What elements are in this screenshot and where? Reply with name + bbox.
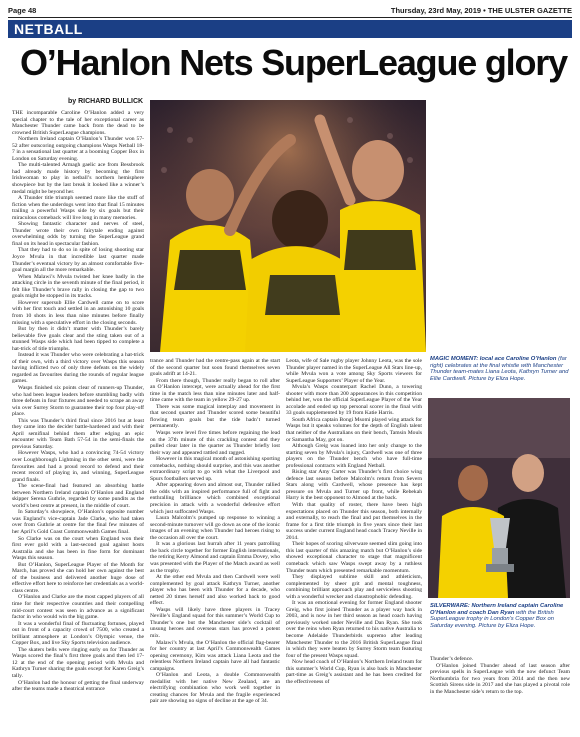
trophy-photo — [428, 398, 570, 598]
paragraph: So Clarke was on the court when England won their first ever gold with a last-second goal against hosts Australia and she has been in fine form for dominant Wasps this season. — [12, 535, 144, 562]
article-column-1 — [12, 110, 144, 726]
paragraph: When Malawi’s Mvula twisted her knee badly in the attacking circle in the seventh minute of the final period, it felt like Thunder’s brave rally in closing the gap to two goals might be stopped in its tracks. — [12, 273, 144, 300]
paragraph: From there though, Thunder really began to roll after an O’Hanlon intercept, were actually ahead for the first time in the match less than nine minutes later and half-time came with the team in yellow 29-27 up. — [150, 377, 280, 404]
paragraph: Showing fantastic character and nerves of steel, Thunder wrote their own fairytale ending against overwhelming odds by turning the SuperLeague grand final on its head in spectacular fashion. — [12, 221, 144, 247]
paragraph: However in this magical month of astonishing sporting comebacks, nothing should surprise, and this was another extraordinary script to go with what the Liverpool and Spurs footballers served up. — [150, 456, 280, 482]
page-number: Page 48 — [8, 5, 37, 15]
paragraph: Laura Malcolm’s pumped up response to winning a second-minute turnover will go down as one of the iconic images of an evening when Thunder had heroes rising to the occasion all over the court. — [150, 515, 280, 541]
trophy-photo-graphic — [428, 398, 570, 598]
paragraph: The skaters bells were ringing early on for Thunder as Wasps scored the final’s first three goals and then led 17-12 at the end of the opening period with Mvula and Kathryn Turner sharing the goals except for Karen Greig’s tally. — [12, 646, 144, 680]
headline: O’Hanlon Nets SuperLeague glory — [20, 42, 567, 83]
paragraph: It was a wonderful final of fluctuating fortunes, played out in front of a capacity crowd of 7500, who created a brilliant atmosphere at London’s Olympic venue, the Copper Box, and live Sky Sports television audience. — [12, 620, 144, 647]
paragraph: After appearing down and almost out, Thunder rallied the odds with an inspired performance full of fight and enthralling brilliance which combined exceptional precision in attack with a wonderful defensive effort which just suffocated Wasps. — [150, 482, 280, 515]
byline: by RICHARD BULLICK — [68, 98, 144, 105]
paragraph: Wasps were level five times before regaining the lead on the 37th minute of this crackling contest and they pulled clear later in the quarter as Thunder briefly lost their way and appeared rattled and ragged. — [150, 430, 280, 456]
paragraph: O’Hanlon joined Thunder ahead of last season after previous spells in SuperLeague with the now defunct Team Northumbria for two years from 2014 and the then new Scottish Sirens side in 2017 and she has played a pivotal role in the Manchester side’s return to the top. — [430, 662, 570, 695]
paragraph: A Thunder title triumph seemed more like the stuff of fiction when the underdogs went into that final 15 minutes trailing a powerful Wasps side by six goals but their miraculous comeback will live long in many memories. — [12, 195, 144, 221]
paragraph: This was Thunder’s third final since 2016 but at least they came into the decider battle-hardened and with their April semifinal behind them after edging an epic encounter with Team Bath 57-54 in the semi-finals the previous Saturday. — [12, 417, 144, 450]
paragraph: With that quality of roster, there have been high expectations placed on Thunder this season, both internally and externally, to reach the final and put themselves in the frame for a first title triumph in five years since their last success under current England head coach Tracey Neville in 2014. — [286, 502, 422, 541]
paragraph: However Wasps, who had a convincing 74-54 victory over Loughborough Lightning in the other semi, were the favourites and had a proud record to defend and their recent record of playing in, and winning, SuperLeague grand finals. — [12, 450, 144, 483]
paragraph: South Africa captain Bongi Msomi played wing attack for Wasps but it speaks volumes for the depth of English talent that neither of the Australians on their bench, Tamsin Mouls or Samantha May, got on. — [286, 416, 422, 443]
section-label: NETBALL — [14, 21, 83, 37]
article-column-4 — [430, 656, 570, 728]
paragraph: Thunder’s defence. — [430, 656, 474, 662]
photo-caption-1 — [430, 356, 570, 382]
paragraph: In Saturday’s showpiece, O’Hanlon’s opposite number was England’s vice-captain Jade Clarke, who had taken over from Guthrie at centre for the final few minutes of her April’s Gold Coast Commonwealth Games final. — [12, 509, 144, 535]
paragraph: Although Greig was loaned into her only change to the starting seven by Mvula’s injury, Cardwell was one of three players on the Thunder bench who have full-time professional contracts with England Netball. — [286, 443, 422, 469]
paragraph: But O’Hanlon, SuperLeague Player of the Month for March, has proved she can hold her own against the best of the business and delivered another huge dose of effective effort here to reinforce her credentials as a world-class centre. — [12, 561, 144, 594]
caption-2-lead: SILVERWARE: Northern Ireland captain Caroline O’Hanlon and coach Dan Ryan — [430, 603, 564, 616]
paragraph: Northern Ireland captain O’Hanlon’s Thunder won 57-52 after outscoring outgoing champions Wasps Netball 18-7 in a sensational last quarter at a booming Copper Box in London on Saturday evening. — [12, 136, 144, 162]
paragraph: It was a glorious last hurrah after 11 years patrolling the back circle together for former English internationals, the retiring Kerry Almond and captain Emma Dovey, who was presented with the Player of the Match award as well as the trophy. — [150, 541, 280, 574]
caption-1-text: (far right) celebrates at the final whistle with Manchester Thunder team-mates Liana Leota, Kathryn Turner and Ellie Cardwell. Picture by Eliza Hope. — [430, 356, 569, 382]
paragraph: trance and Thunder had the centre-pass again at the start of the second quarter but soon found themselves seven goals adrift at 14-21. — [150, 358, 280, 378]
paragraph: However supersub Ellie Cardwell came on to score with her first touch and settled in an astonishing 10 goals from 10 shots in less than nine minutes before finally missing with a speculative effort in the closing seconds. — [12, 299, 144, 326]
paragraph: O’Hanlon and Leota, a double Commonwealth medallist with her native New Zealand, are an electrifying combination who work well together in creating chances for Mvula and the fragile experienced pair are showing no signs of decline at the age of 34. — [150, 672, 280, 705]
paragraph: The multi-talented Armagh gaelic ace from Bessbrook had already made history by becoming the first Irishwoman to play in netball’s northern hemisphere showpiece but by the last break it looked like a winner’s medal might be beyond her. — [12, 162, 144, 195]
paragraph: But by then it didn’t matter with Thunder’s barely believable five goals clear and the sting taken out of a stunned Wasps side which had been tipped to complete a hat-trick of title triumphs. — [12, 326, 144, 352]
celebration-photo-graphic — [150, 100, 426, 352]
header-rule — [8, 17, 572, 18]
paragraph: O’Hanlon had the honour of getting the final underway after the teams made a theatrical entrance — [12, 679, 144, 693]
paragraph: At the other end Mvula and then Cardwell were well complemented by goal attack Kathryn Turner, another player who has been with Thunder for a decade, who netted 20 times herself and also worked back to good effect. — [150, 574, 280, 607]
article-column-2 — [150, 358, 280, 726]
dateline: Thursday, 23rd May, 2019 • THE ULSTER GAZETTE — [390, 5, 572, 15]
paragraph: Leota, wife of Sale rugby player Johnny Leota, was the sole Thunder player named in the SuperLeague All Stars line-up, while Mvula won a vote among Sky Sports viewers for SuperLeague Supporters’ Player of the Year. — [286, 358, 422, 384]
article-column-3 — [286, 358, 422, 726]
paragraph: THE incomparable Caroline O’Hanlon added a very special chapter to the tale of her exceptional career as Manchester Thunder came back from the dead to be crowned British SuperLeague champions. — [12, 110, 144, 136]
caption-1-lead: MAGIC MOMENT: local ace Caroline O’Hanlon — [430, 356, 557, 362]
paragraph: Wasps finished six points clear of runners-up Thunder, who had been league leaders before stumbling badly with three defeats in four fixtures and needed to scrape an away win over Surrey Storm to guarantee their top four play-off place. — [12, 384, 144, 418]
paragraph: It was an emotional evening for former England shooter Greig, who first joined Thunder as a player way back in 2003, and is now in her third season as head coach having previously worked under Neville and Dan Ryan. She took over the reins when Ryan returned to his native Australia to become Adelaide Thunderbirds supremo after leading Manchester Thunder to the 2016 British SuperLeague final in which they were beaten by Surrey Storm team featuring four of the present Wasps squad. — [286, 600, 422, 659]
paragraph: Wasps will likely have three players in Tracey Neville’s England squad for this summer’s World Cup to Thunder’s one but the Manchester side’s cocktail of unsung heroes and overseas stars has proved a potent mix. — [150, 606, 280, 639]
paragraph: They displayed sublime skill and athleticism, complemented by sheer grit and mental toughness, combining brilliant approach play and serviceless shooting with a wonderful wrecker and claustrophobic defending. — [286, 574, 422, 600]
section-band — [8, 20, 572, 38]
paragraph: There was some magical interplay and movement in that second quarter and Thunder scored some beautiful flowing team goals but the tide hadn’t turned permanently. — [150, 403, 280, 430]
paragraph: That they had to do so in spite of losing shooting star Joyce Mvula in that incredible last quarter made Thunder’s eventual victory by an almost comfortable five-goal margin all the more remarkable. — [12, 247, 144, 274]
paragraph: The scene-final had featured an absorbing battle between Northern Ireland captain O’Hanlon and England skipper Serena Guthrie, regarded by some pundits as the world’s best centre at present, in the middle of court. — [12, 483, 144, 509]
paragraph: Instead it was Thunder who were celebrating a hat-trick of their own, with a third victory over Wasps this season having inflicted two of only three defeats on the widely regarded as favourites during the rounds of regular league games. — [12, 352, 144, 385]
paragraph: Mvula’s Wasps counterpart Rachel Dunn, a towering shooter with more than 200 appearances in this competition behind her, won the official SuperLeague Player of the Year accolade and ended up top personal scorer in the final with 33 goals supplemented by 19 from Katie Harris. — [286, 384, 422, 417]
caption-2-text: with the British SuperLeague trophy in London’s Copper Box on Saturday evening. Picture by Eliza Hope. — [430, 609, 554, 629]
celebration-photo — [150, 100, 426, 352]
paragraph: Malawi’s Mvula, the O’Hanlon the official flag-bearer for her country at last April’s Commonwealth Games opening ceremony, Kim was attack Liana Leota and the relentless Northern Ireland captain have all had fantastic campaigns. — [150, 639, 280, 672]
paragraph: O’Hanlon and Clarke are the most capped players of all time for their respective countries and their compelling mid-court contest was seen in advance as a significant factor in who would win the big game. — [12, 594, 144, 621]
paragraph: Rising star Amy Carter was Thunder’s first choice wing defence last season before Malcolm’s return from Severn Stars along with Cardwell, whose presence has kept pressure on Mvula and Turner up front, while Rebekah Harry is the best opponent to Almond at the back. — [286, 469, 422, 502]
paragraph: Their hopes of scoring silverware seemed slim going into this last quarter of this amazing match but O’Hanlon’s side showed exceptional character to stage that magnificent comeback which saw Wasps swept away by a ruthless Thunder team which presented remarkable momentum. — [286, 541, 422, 574]
page-header — [8, 4, 572, 16]
photo-caption-2 — [430, 603, 570, 629]
paragraph: Now head coach of O’Hanlon’s Northern Ireland team for this summer’s World Cup, Ryan is also back in Manchester part-time as Greig’s assistant and he has been credited for the effectiveness of — [286, 659, 422, 685]
